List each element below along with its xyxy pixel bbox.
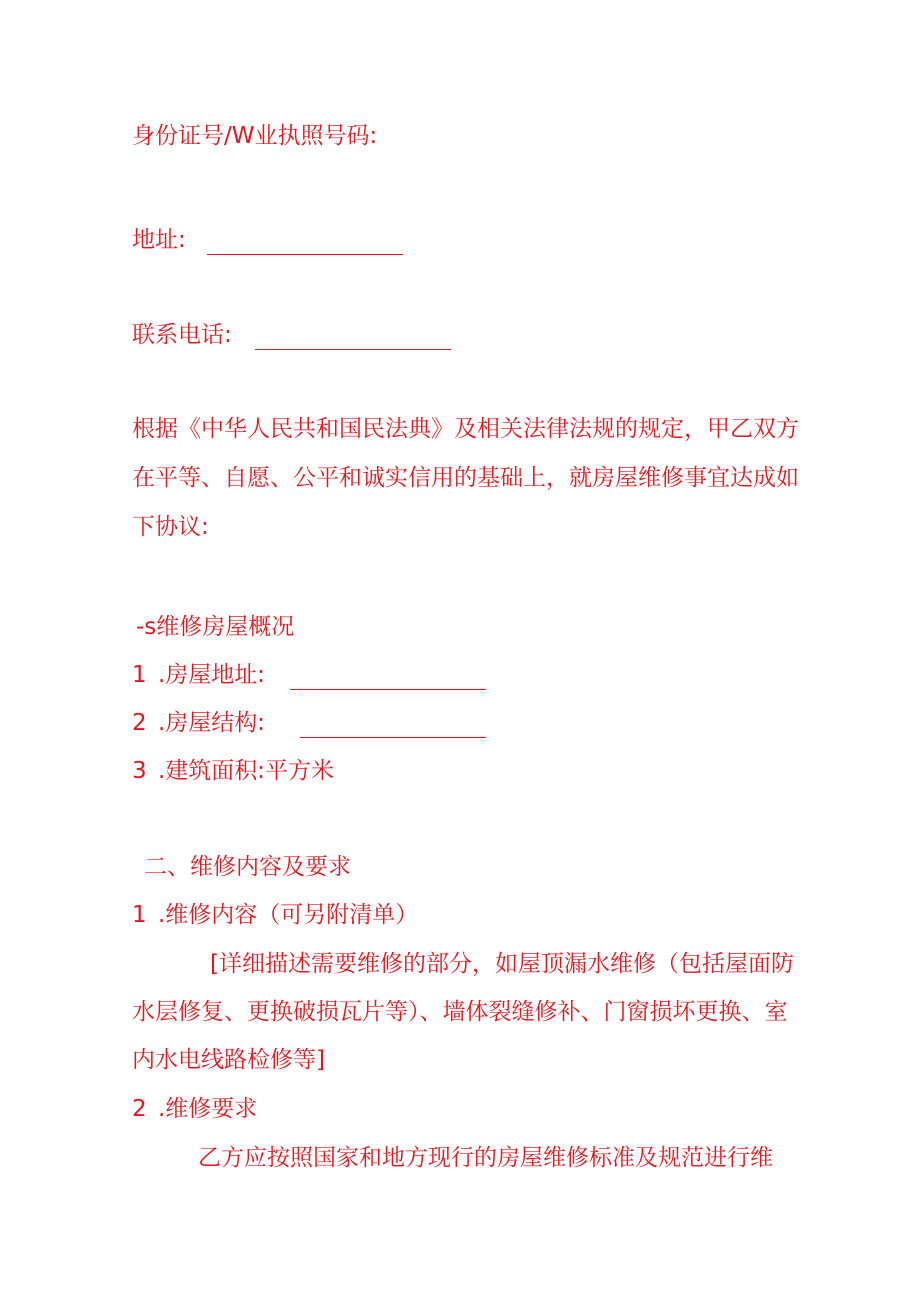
repair-content-detail-line-1: [详细描述需要维修的部分，如屋顶漏水维修（包括屋面防 — [210, 951, 794, 977]
item-number: 3 — [132, 758, 147, 784]
address-label: 地址: — [132, 227, 186, 253]
section1-title: -s维修房屋概况 — [136, 614, 295, 640]
intro-line-2: 在平等、自愿、公平和诚实信用的基础上，就房屋维修事宜达成如 — [132, 465, 799, 491]
section1-item-2 — [132, 708, 486, 738]
section1-item-1 — [132, 660, 486, 690]
phone-field — [132, 320, 451, 350]
phone-label: 联系电话: — [132, 322, 232, 348]
id-number-label: 身份证号/W业执照号码: — [132, 123, 378, 149]
address-field — [132, 225, 403, 255]
intro-line-1: 根据《中华人民共和国民法典》及相关法律法规的规定，甲乙双方 — [132, 416, 799, 442]
section2-item-2 — [132, 1094, 257, 1124]
section1-item-3 — [132, 756, 334, 786]
house-address-blank-line — [290, 667, 486, 690]
house-address-label: .房屋地址: — [158, 662, 266, 688]
section2-item-1 — [132, 900, 418, 930]
item-number: 1 — [132, 662, 147, 688]
repair-content-detail-line-3: 内水电线路检修等] — [132, 1047, 325, 1073]
intro-line-3: 下协议: — [132, 514, 209, 540]
building-area-label: .建筑面积:平方米 — [158, 758, 335, 784]
id-number-field — [132, 121, 377, 151]
address-blank-line — [207, 232, 403, 255]
item-number: 1 — [132, 902, 147, 928]
item-number: 2 — [132, 1096, 147, 1122]
house-structure-label: .房屋结构: — [158, 710, 266, 736]
repair-content-detail-line-2: 水层修复、更换破损瓦片等）、墙体裂缝修补、门窗损坏更换、室 — [132, 999, 788, 1025]
item-number: 2 — [132, 710, 147, 736]
section2-title: 二、维修内容及要求 — [144, 854, 351, 880]
house-structure-blank-line — [300, 715, 486, 738]
repair-requirement-label: .维修要求 — [158, 1096, 258, 1122]
phone-blank-line — [255, 327, 451, 350]
repair-content-label: .维修内容（可另附清单） — [158, 902, 419, 928]
repair-requirement-detail-line-1: 乙方应按照国家和地方现行的房屋维修标准及规范进行维 — [198, 1145, 773, 1171]
